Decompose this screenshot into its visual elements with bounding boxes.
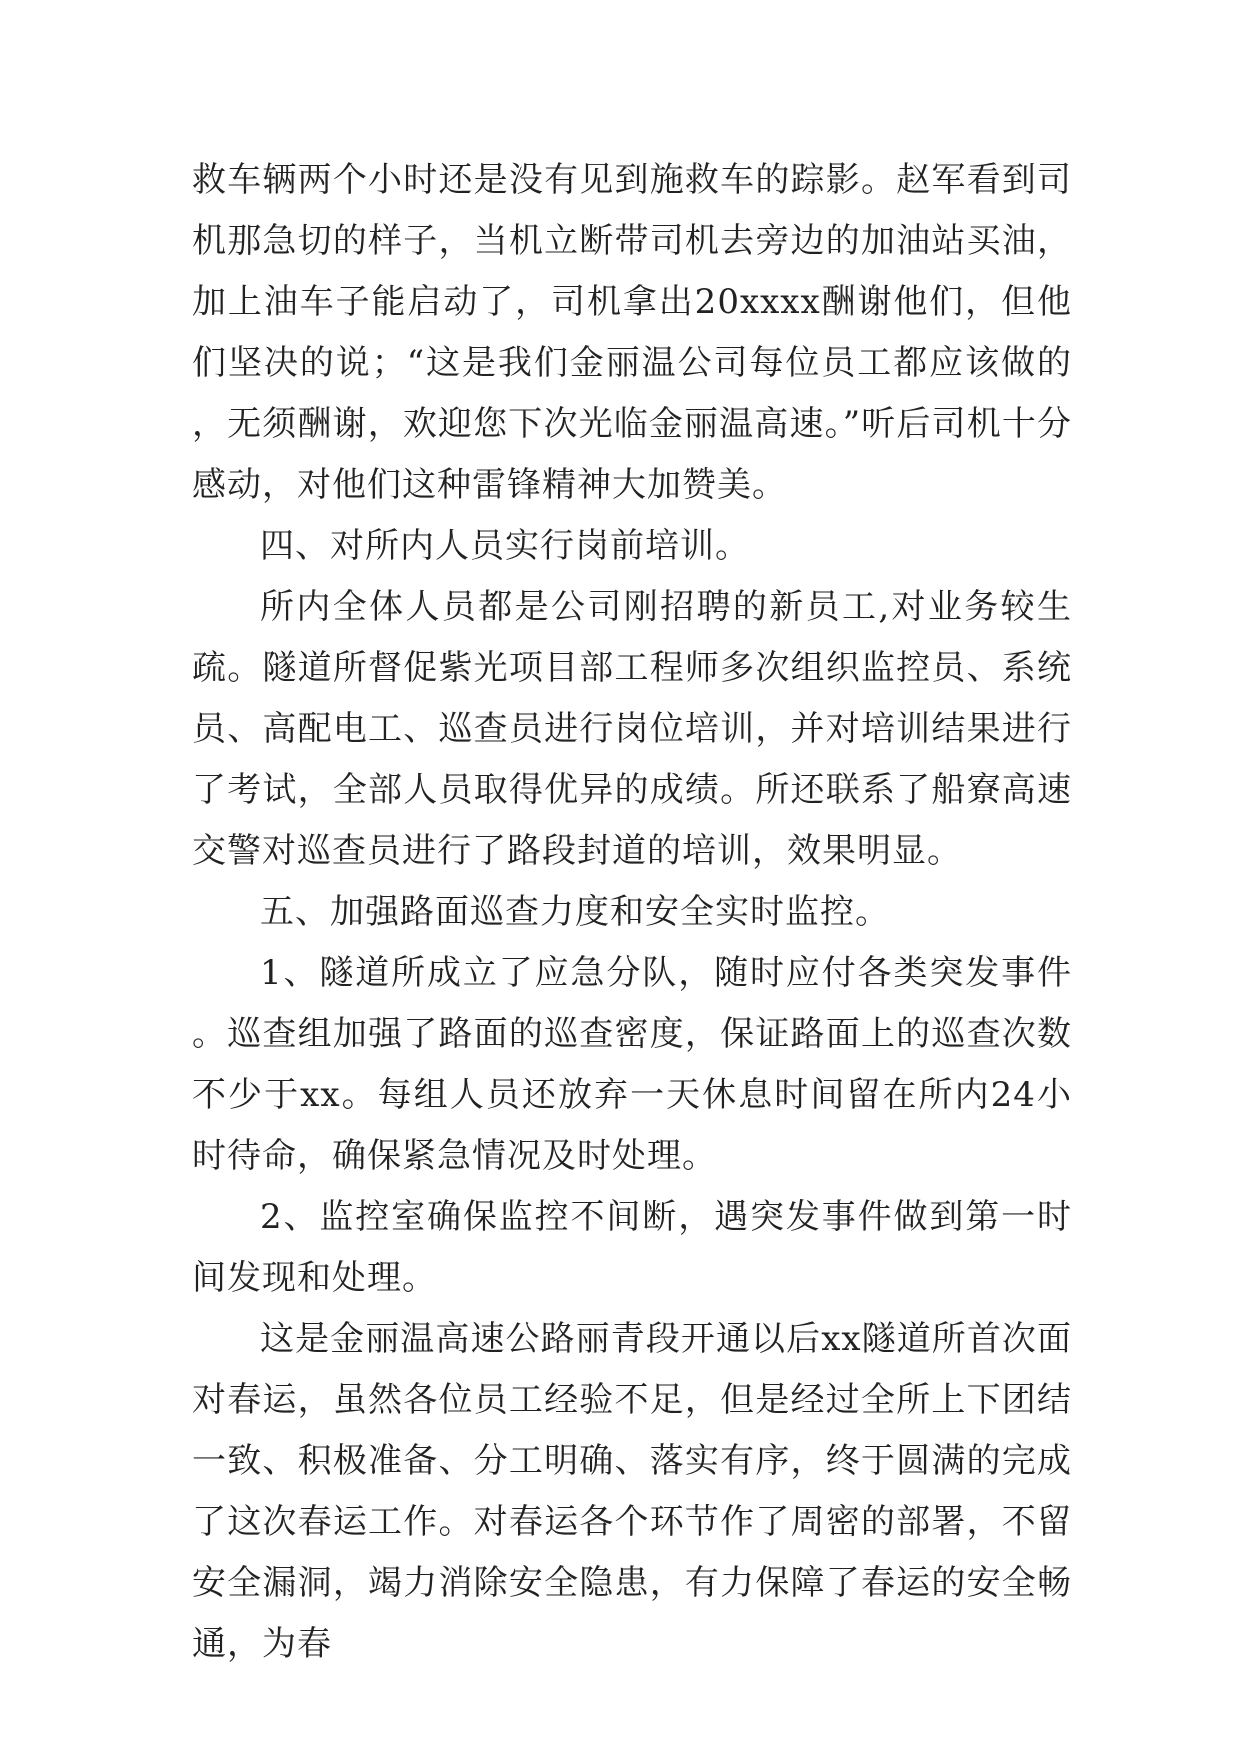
paragraph-monitoring: 2、监控室确保监控不间断，遇突发事件做到第一时间发现和处理。 [192, 1197, 1072, 1298]
paragraph-summary: 这是金丽温高速公路丽青段开通以后xx隧道所首次面对春运，虽然各位员工经验不足，但是经过全所上下团结一致、积极准备、分工明确、落实有序，终于圆满的完成了这次春运工作。对春运各个环节作了周密的部署，不留安全漏洞，竭力消除安全隐患，有力保障了春运的安全畅通，为春 [192, 1319, 1072, 1664]
section-heading-training: 四、对所内人员实行岗前培训。 [260, 526, 750, 566]
section-heading-patrol: 五、加强路面巡查力度和安全实时监控。 [260, 892, 890, 932]
paragraph-rescue-story: 救车辆两个小时还是没有见到施救车的踪影。赵军看到司机那急切的样子，当机立断带司机去旁边的加油站买油，加上油车子能启动了，司机拿出20xxxx酬谢他们，但他们坚决的说；“这是我们金丽温公司每位员工都应该做的，无须酬谢，欢迎您下次光临金丽温高速。”听后司机十分感动，对他们这种雷锋精神大加赞美。 [192, 160, 1072, 505]
document-body [192, 150, 1072, 1675]
paragraph-emergency-team: 1、隧道所成立了应急分队，随时应付各类突发事件。巡查组加强了路面的巡查密度，保证路面上的巡查次数不少于xx。每组人员还放弃一天休息时间留在所内24小时待命，确保紧急情况及时处理。 [192, 953, 1072, 1176]
paragraph-training: 所内全体人员都是公司刚招聘的新员工,对业务较生疏。隧道所督促紫光项目部工程师多次组织监控员、系统员、高配电工、巡查员进行岗位培训，并对培训结果进行了考试，全部人员取得优异的成绩。所还联系了船寮高速交警对巡查员进行了路段封道的培训，效果明显。 [192, 587, 1072, 871]
